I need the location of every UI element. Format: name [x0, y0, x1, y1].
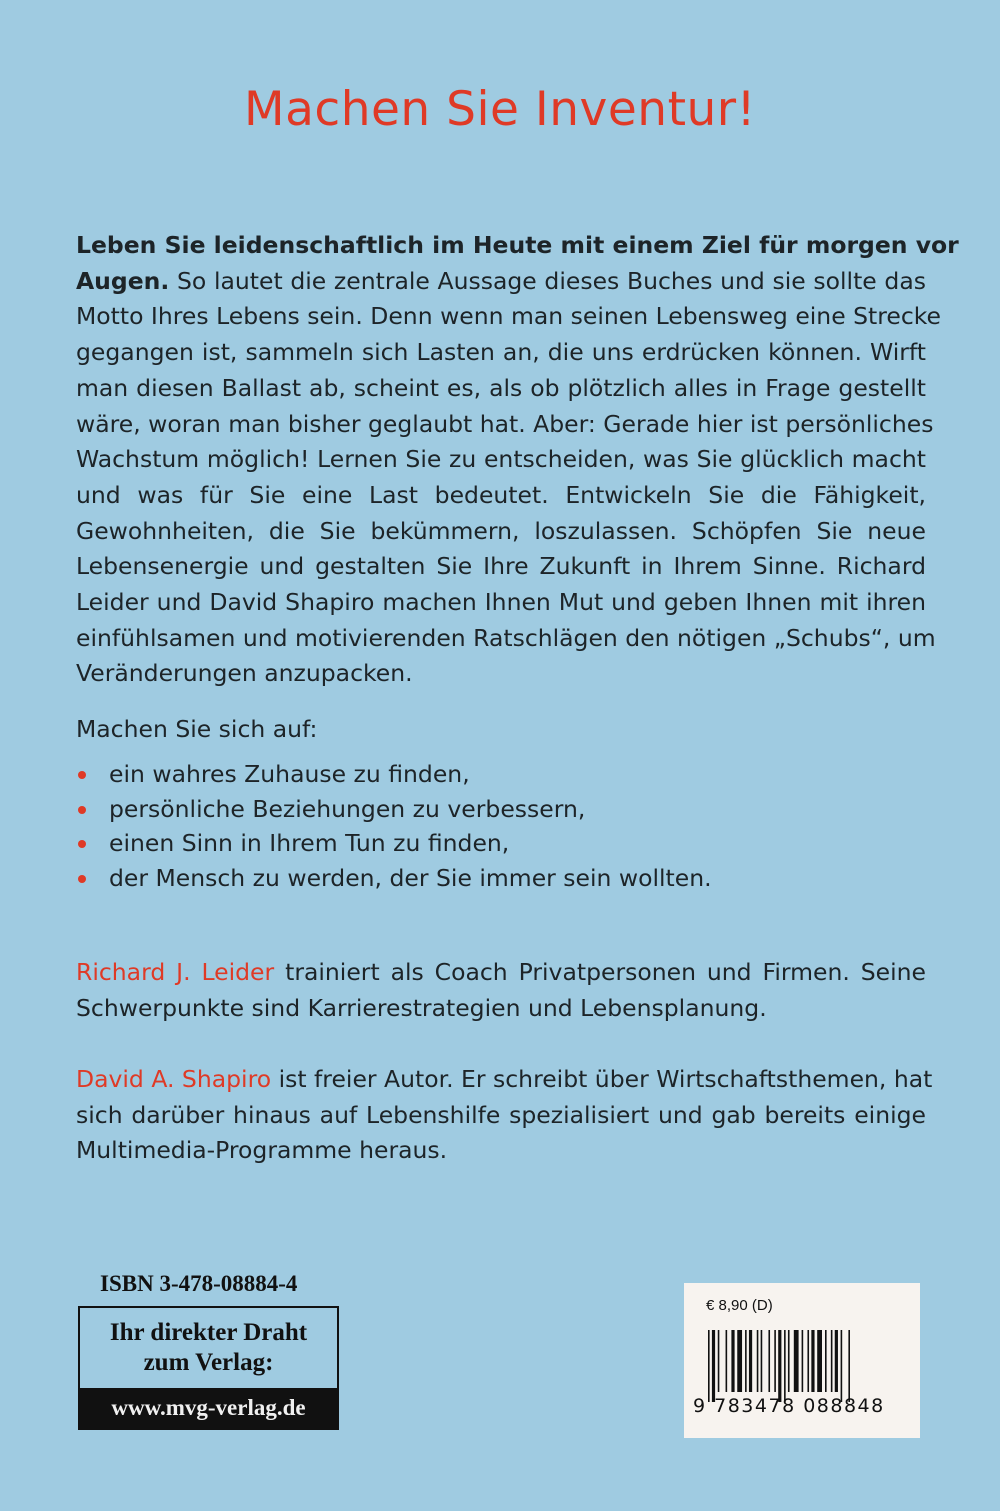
- author-bio-text: trainiert als Coach Privatpersonen und Firmen. Seine: [274, 958, 926, 986]
- barcode-bar: [831, 1330, 833, 1392]
- publisher-box: [78, 1306, 339, 1430]
- blurb-line: [76, 407, 934, 443]
- blurb-text: Lebensenergie und gestalten Sie Ihre Zukunft in Ihrem Sinne. Richard: [76, 552, 926, 581]
- blurb-text: Leider und David Shapiro machen Ihnen Mut und geben Ihnen mit ihren: [76, 588, 926, 617]
- list-item: [76, 757, 926, 792]
- blurb-line: [76, 478, 926, 514]
- cover-title: Machen Sie Inventur!: [244, 82, 756, 137]
- barcode-bar: [737, 1330, 742, 1392]
- author-bio-line: [76, 1133, 926, 1169]
- list-item-text: persönliche Beziehungen zu verbessern,: [109, 794, 586, 823]
- list-item: [76, 826, 926, 861]
- barcode-bar: [817, 1330, 822, 1392]
- blurb-text: wäre, woran man bisher geglaubt hat. Aber: Gerade hier ist persönliches: [76, 409, 934, 438]
- blurb-bold-text: Leben Sie leidenschaftlich im Heute mit einem Ziel für morgen vor: [76, 231, 959, 259]
- author-name: Richard J. Leider: [76, 958, 275, 986]
- publisher-url: www.mvg-verlag.de: [80, 1388, 337, 1428]
- blurb-line: [76, 621, 936, 657]
- barcode-bar: [749, 1330, 752, 1392]
- list-intro: Machen Sie sich auf:: [76, 715, 318, 743]
- barcode-bar: [778, 1330, 781, 1402]
- barcode-bar: [788, 1330, 790, 1392]
- author-bio-text: sich darüber hinaus auf Lebenshilfe spezialisiert und gab bereits einige: [76, 1100, 926, 1129]
- benefit-list: [76, 757, 926, 895]
- author-bio-text: Schwerpunkte sind Karrierestrategien und Lebensplanung.: [76, 993, 767, 1022]
- isbn: ISBN 3-478-08884-4: [100, 1271, 298, 1296]
- barcode-bar: [718, 1330, 720, 1392]
- blurb-line: [76, 549, 926, 585]
- barcode-bar: [768, 1330, 770, 1392]
- blurb-text: Veränderungen anzupacken.: [76, 659, 413, 688]
- barcode-bar: [794, 1330, 799, 1392]
- barcode-bar: [731, 1330, 734, 1392]
- bullet-icon: [78, 840, 86, 848]
- blurb-line: [76, 228, 959, 264]
- price-barcode-label: [684, 1283, 920, 1438]
- barcode-bar: [708, 1330, 710, 1402]
- author-bio-line: [76, 991, 926, 1027]
- blurb-text: man diesen Ballast ab, scheint es, als ob plötzlich alles in Frage gestellt: [76, 373, 926, 402]
- barcode-bar: [811, 1330, 814, 1392]
- author-bio-line: [76, 955, 926, 991]
- barcode-digits: 9 783478 088848: [693, 1395, 885, 1417]
- list-item-text: einen Sinn in Ihrem Tun zu finden,: [109, 829, 510, 857]
- author-bio-text: ist freier Autor. Er schreibt über Wirtschaftsthemen, hat: [271, 1065, 933, 1093]
- barcode-bar: [825, 1330, 827, 1392]
- blurb-line: [76, 264, 926, 300]
- blurb-bold-text: Augen.: [76, 266, 170, 295]
- author-bio-shapiro: [76, 1062, 933, 1169]
- barcode-bar: [757, 1330, 759, 1392]
- blurb-line: [76, 335, 926, 371]
- barcode-bar: [835, 1330, 838, 1392]
- author-bio-text: Multimedia-Programme heraus.: [76, 1136, 448, 1165]
- bullet-icon: [78, 806, 86, 814]
- barcode-bar: [761, 1330, 763, 1392]
- barcode-icon: [708, 1330, 900, 1402]
- barcode-bar: [726, 1330, 728, 1392]
- blurb-line: [76, 299, 942, 335]
- barcode-bar: [712, 1330, 715, 1402]
- barcode-bar: [784, 1330, 786, 1402]
- blurb-text: So lautet die zentrale Aussage dieses Buches und sie sollte das: [169, 266, 926, 295]
- barcode-bar: [841, 1330, 843, 1402]
- blurb-line: [76, 656, 926, 692]
- author-bio-line: [76, 1098, 926, 1134]
- author-bio-line: [76, 1062, 933, 1098]
- barcode-bar: [807, 1330, 809, 1392]
- barcode-bar: [774, 1330, 776, 1392]
- price: € 8,90 (D): [706, 1297, 773, 1314]
- blurb-text: und was für Sie eine Last bedeutet. Entwickeln Sie die Fähigkeit,: [76, 480, 926, 509]
- bullet-icon: [78, 875, 86, 883]
- blurb-paragraph: [76, 228, 959, 692]
- list-item: [76, 861, 926, 896]
- publisher-box-line1: Ihr direkter Draht: [109, 1319, 308, 1346]
- blurb-line: [76, 585, 926, 621]
- bullet-icon: [78, 771, 86, 779]
- barcode-bar: [802, 1330, 804, 1392]
- author-bio-leider: [76, 955, 926, 1026]
- blurb-text: einfühlsamen und motivierenden Ratschlägen den nötigen „Schubs“, um: [76, 623, 936, 652]
- blurb-text: Gewohnheiten, die Sie bekümmern, loszulassen. Schöpfen Sie neue: [76, 516, 926, 545]
- blurb-text: Wachstum möglich! Lernen Sie zu entscheiden, was Sie glücklich macht: [76, 445, 926, 474]
- list-item-text: ein wahres Zuhause zu finden,: [109, 760, 470, 788]
- blurb-text: gegangen ist, sammeln sich Lasten an, die uns erdrücken können. Wirft: [76, 338, 926, 367]
- blurb-line: [76, 371, 926, 407]
- list-item: [76, 792, 926, 827]
- barcode-bar: [745, 1330, 747, 1392]
- barcode-bar: [848, 1330, 850, 1402]
- author-name: David A. Shapiro: [76, 1065, 272, 1093]
- blurb-line: [76, 514, 926, 550]
- blurb-text: Motto Ihres Lebens sein. Denn wenn man seinen Lebensweg eine Strecke: [76, 302, 942, 331]
- list-item-text: der Mensch zu werden, der Sie immer sein wollten.: [109, 863, 712, 892]
- publisher-box-line2: zum Verlag:: [143, 1349, 274, 1376]
- blurb-line: [76, 442, 926, 478]
